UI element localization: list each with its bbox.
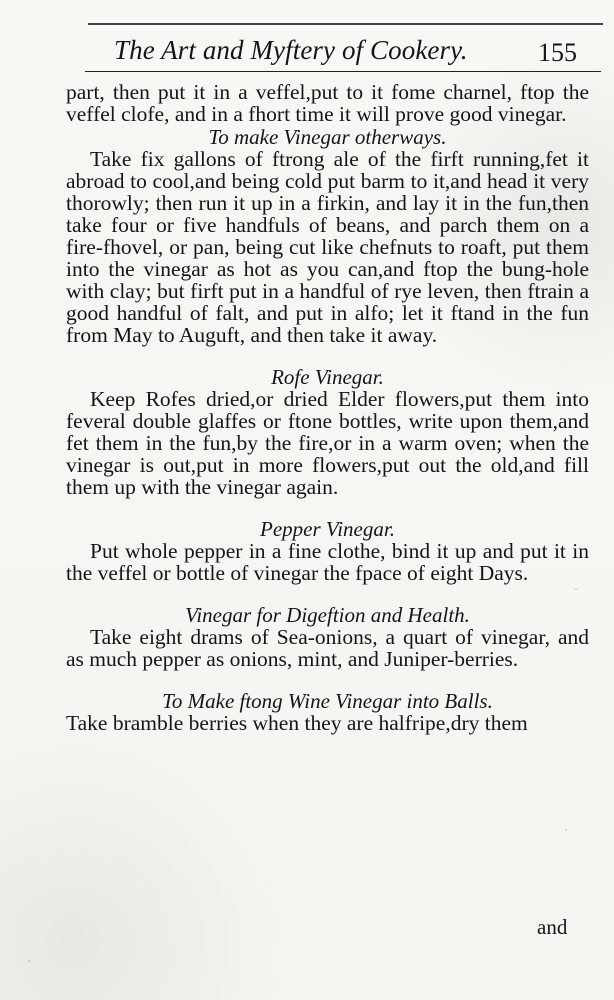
section-paragraph: Take bramble berries when they are halfripe,dry them — [66, 711, 528, 735]
page-text — [66, 81, 589, 734]
section-paragraph: Take fix gallons of ftrong ale of the firft running,fet it abroad to cool,and being cold put barm to it,and head it very thorowly; then run it up in a firkin, and lay it in the fun,then take four or five handfuls of beans, and parch them on a fire-fhovel, or pan, being cut like chefnuts to roaft, put them into the vinegar as hot as you can,and ftop the bung-hole with clay; but firft put in a handful of rye leven, then ftrain a good handful of falt, and put in alfo; let it ftand in the fun from May to Auguft, and then take it away. — [66, 147, 589, 347]
section-paragraph: Keep Rofes dried,or dried Elder flowers,put them into feveral double glaffes or ftone bottles, write upon them,and fet them in the fun,by the fire,or in a warm oven; when the vinegar is out,put in more flowers,put out the old,and fill them up with the vinegar again. — [66, 387, 589, 499]
paper-speck — [28, 960, 30, 962]
page-number: 155 — [538, 38, 577, 67]
paper-speck — [583, 446, 586, 448]
running-title: The Art and Myftery of Cookery. — [114, 35, 468, 65]
section-paragraph: Put whole pepper in a fine clothe, bind it up and put it in the veffel or bottle of vinegar the fpace of eight Days. — [66, 539, 589, 585]
paper-speck — [565, 829, 567, 831]
paper-speck — [575, 588, 577, 590]
section-heading: Vinegar for Digeftion and Health. — [185, 603, 470, 627]
section-heading: To Make ftong Wine Vinegar into Balls. — [162, 689, 493, 713]
page-header — [72, 28, 592, 74]
intro-paragraph: part, then put it in a veffel,put to it fome charnel, ftop the veffel clofe, and in a fhort time it will prove good vinegar. — [66, 80, 589, 126]
top-border-rule — [88, 23, 603, 25]
section-heading: To make Vinegar otherways. — [208, 125, 447, 149]
section-heading: Rofe Vinegar. — [271, 365, 384, 389]
paper-speck — [559, 118, 561, 120]
section-paragraph: Take eight drams of Sea-onions, a quart of vinegar, and as much pepper as onions, mint, and Juniper-berries. — [66, 625, 589, 671]
section-heading: Pepper Vinegar. — [260, 517, 395, 541]
header-rule — [85, 71, 601, 72]
catchword: and — [537, 915, 568, 939]
